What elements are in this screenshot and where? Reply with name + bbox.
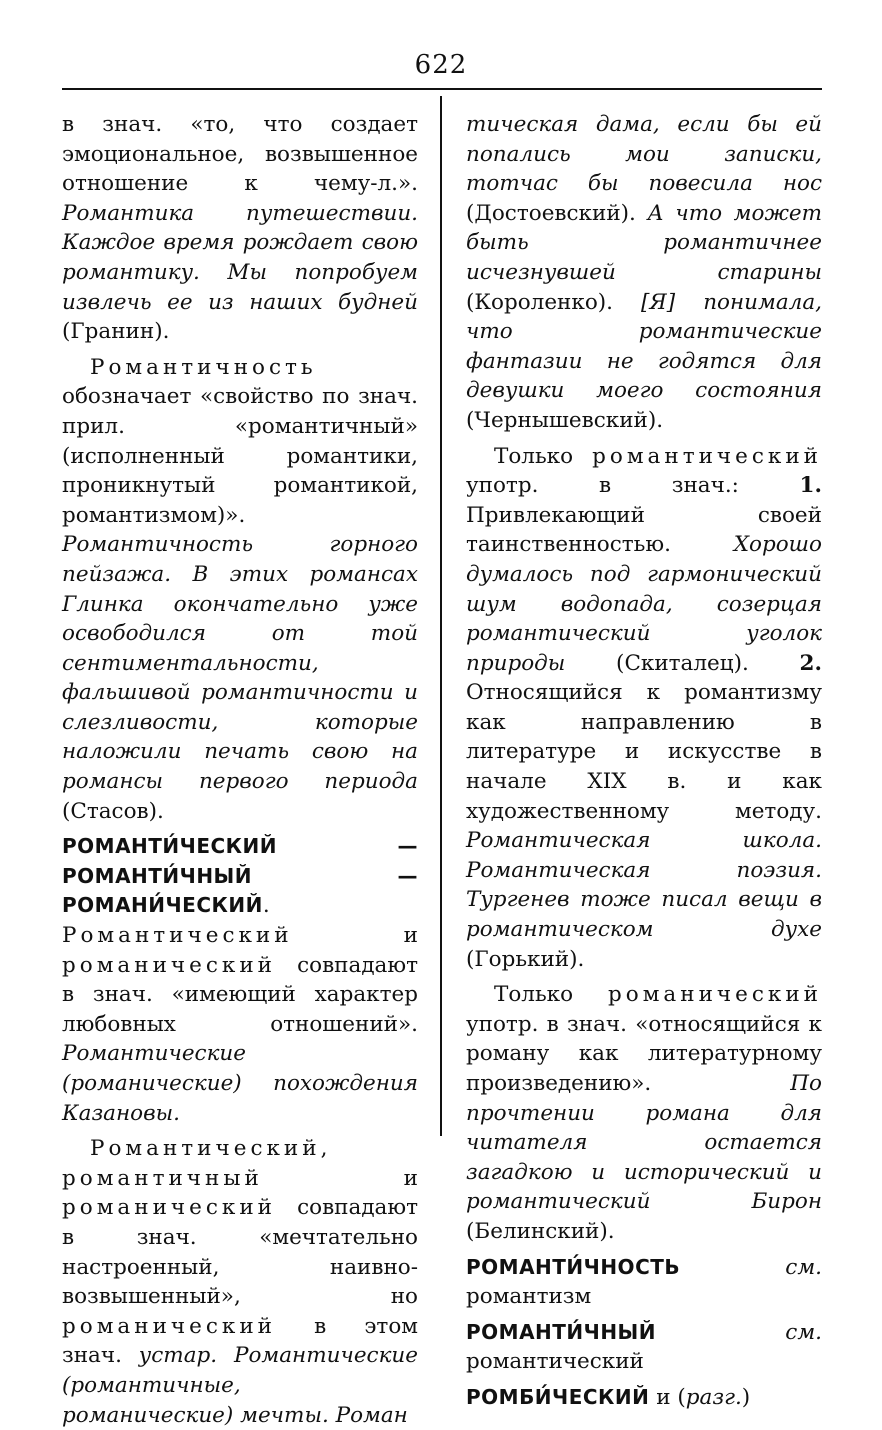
spaced-term: Романтический — [62, 923, 293, 949]
headword: РОМАНТИ́ЧЕСКИЙ — РОМАНТИ́ЧНЫЙ — РОМАНИ́ЧЕСКИЙ — [62, 834, 418, 918]
usage-mark: разг. — [685, 1384, 742, 1410]
example-text: Романтические (романтичные, романические) мечты. Роман — [62, 1343, 418, 1428]
paragraph-romantichnost: Романтичность обозначает «свойство по знач. прил. «романтичный» (исполненный романтики, проникнутый романтикой, романтизмом)». Романтичность горного пейзажа. В этих романсах Глинка окончательно уже освободился от той сентиментальности, фальшивой романтичности и слезливости, которые наложили печать свою на романсы первого периода (Стасов). — [62, 354, 418, 824]
spaced-term: Романтичность — [90, 354, 317, 380]
spaced-term: романтический — [592, 443, 822, 469]
spaced-term: романический — [62, 1313, 276, 1339]
example-text: Романтичность горного пейзажа. В этих романсах Глинка окончательно уже освободился от той сентиментальности, фальшивой романтичности и слезливости, которые наложили печать свою на романсы первого периода — [62, 532, 418, 795]
usage-mark: устар. — [138, 1343, 218, 1369]
bracket-insert: [Я] — [641, 289, 676, 315]
example-text: А что может быть романтичнее исчезнувшей старины — [466, 200, 822, 285]
entry-romantichnyy — [466, 1318, 822, 1377]
see-mark: см. — [680, 1254, 822, 1280]
paragraph-examples-continuation: тическая дама, если бы ей попались мои записки, тотчас бы повесила нос (Достоевский). А что может быть романтичнее исчезнувшей старины (Короленко). [Я] понимала, что романтические фантазии не годятся для девушки моего состояния (Чернышевский). — [466, 112, 822, 433]
entry-romantichnost — [466, 1253, 822, 1312]
entry-rombicheskiy: РОМБИ́ЧЕСКИЙ и (разг.) — [466, 1384, 751, 1410]
right-column — [466, 110, 822, 1413]
example-text: Романтическая школа. Романтическая поэзия. Тургенев тоже писал вещи в романтическом духе — [466, 828, 822, 943]
spaced-term: романический — [608, 982, 822, 1008]
header-rule — [62, 88, 822, 90]
spaced-term: романтичный — [62, 1165, 263, 1191]
spaced-term: романический — [62, 952, 276, 978]
paragraph-mechtatelno: Романтический, романтичный и романический совпадают в знач. «мечтательно настроенный, наивно-возвышенный», но романический в этом знач. устар. Романтические (романтичные, романические) мечты. Роман — [62, 1136, 418, 1428]
headword: РОМАНТИ́ЧНОСТЬ — [466, 1254, 681, 1279]
column-divider — [440, 96, 442, 1136]
example-text: тическая дама, если бы ей попались мои записки, тотчас бы повесила нос — [466, 112, 822, 197]
example-text: По прочтении романа для читателя остается загадкою и исторический и романтический Бирон — [466, 1071, 822, 1215]
example-text: понимала, что романтические фантазии не годятся для девушки моего состояния — [466, 289, 822, 404]
see-mark: см. — [656, 1319, 822, 1345]
paragraph-only-romanticheskiy: Только романтический употр. в знач.: 1. Привлекающий своей таинственностью. Хорошо думалось под гармонический шум водопада, созерцая романтический уголок природы (Скиталец). 2. Относящийся к романтизму как направлению в литературе и искусстве в начале XIX в. и как художественному методу. Романтическая школа. Романтическая поэзия. Тургенев тоже писал вещи в романтическом духе (Горький). — [466, 443, 822, 972]
sense-number: 2. — [799, 650, 822, 676]
spaced-term: Романтический — [90, 1136, 321, 1162]
paragraph-romantika-continuation: в знач. «то, что создает эмоциональное, возвышенное отношение к чему-л.». Романтика путешествии. Каждое время рождает свою романтику. Мы попробуем извлечь ее из наших будней (Гранин). — [62, 112, 418, 345]
cross-reference: романтический — [466, 1349, 644, 1375]
headword: РОМБИ́ЧЕСКИЙ — [466, 1384, 650, 1409]
example-text: Романтика путешествии. Каждое время рождает свою романтику. Мы попробуем извлечь ее из наших будней — [62, 200, 418, 315]
paragraph-only-romanicheskiy: Только романический употр. в знач. «относящийся к роману как литературному произведению». По прочтении романа для читателя остается загадкою и исторический и романтический Бирон (Белинский). — [466, 982, 822, 1244]
spaced-term: романический — [62, 1195, 276, 1221]
headword: РОМАНТИ́ЧНЫЙ — [466, 1319, 657, 1344]
sense-number: 1. — [799, 473, 822, 499]
example-text: Романтические (романические) похождения Казановы. — [62, 1041, 418, 1126]
cross-reference: романтизм — [466, 1284, 592, 1310]
left-column — [62, 110, 418, 1430]
entry-romanticheskiy: РОМАНТИ́ЧЕСКИЙ — РОМАНТИ́ЧНЫЙ — РОМАНИ́ЧЕСКИЙ. Романтический и романический совпадают в знач. «имеющий характер любовных отношений». Романтические (романические) похождения Казановы. — [62, 834, 418, 1126]
page-number: 622 — [414, 50, 468, 80]
example-text: Хорошо думалось под гармонический шум водопада, созерцая романтический уголок природы — [466, 532, 822, 676]
